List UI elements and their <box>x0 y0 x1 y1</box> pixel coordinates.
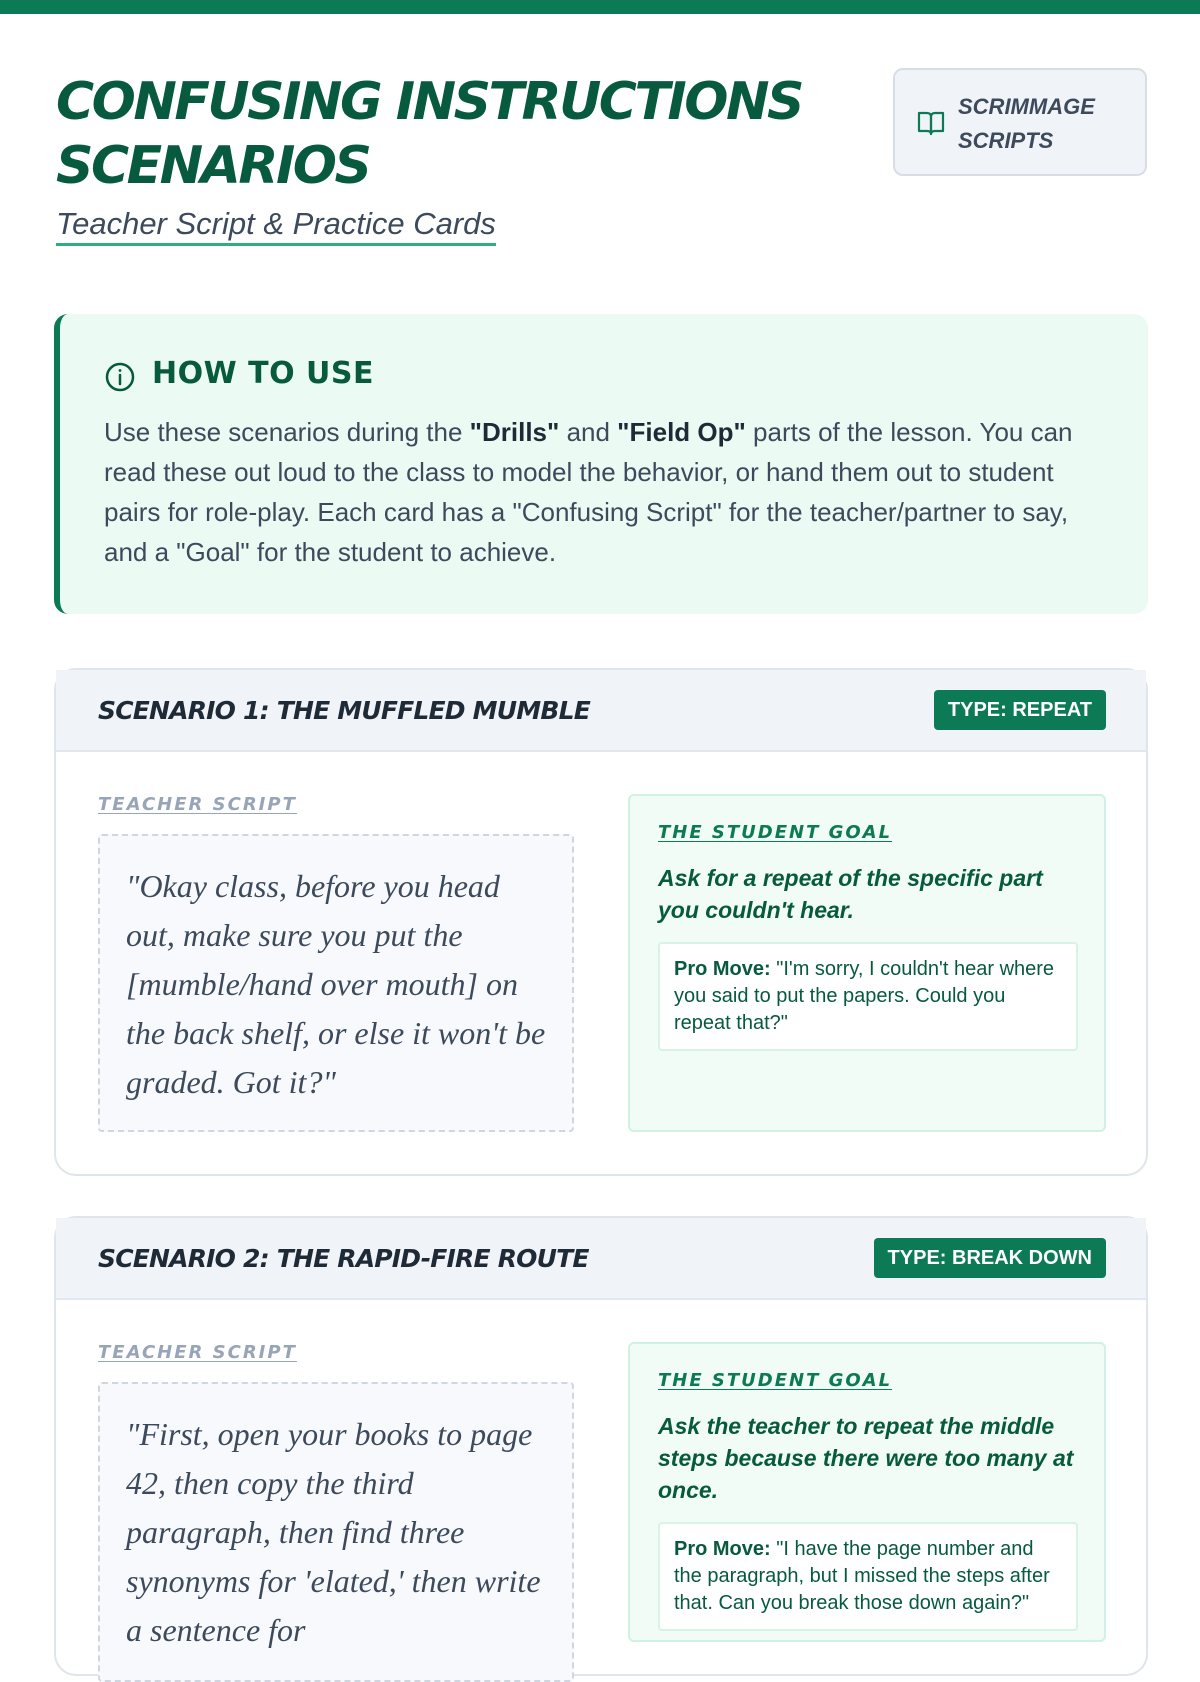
scenario-title: SCENARIO 2: THE RAPID-FIRE ROUTE <box>98 1244 589 1273</box>
info-icon <box>104 361 136 393</box>
scrimmage-scripts-badge <box>893 68 1147 176</box>
scenario-card <box>54 1216 1148 1676</box>
student-goal-box <box>628 1342 1106 1642</box>
pro-move-box: Pro Move: "I'm sorry, I couldn't hear where you said to put the papers. Could you repeat that?" <box>658 942 1078 1051</box>
student-goal-label: THE STUDENT GOAL <box>658 1370 893 1391</box>
scenario-title: SCENARIO 1: THE MUFFLED MUMBLE <box>98 696 590 725</box>
scenario-type-badge: TYPE: BREAK DOWN <box>874 1238 1106 1278</box>
scenario-type-badge: TYPE: REPEAT <box>934 690 1106 730</box>
scenario-card <box>54 668 1148 1176</box>
teacher-script-text: "First, open your books to page 42, then copy the third paragraph, then find three synonyms for 'elated,' then write a sentence for <box>126 1416 541 1648</box>
teacher-script-text: "Okay class, before you head out, make sure you put the [mumble/hand over mouth] on the back shelf, or else it won't be graded. Got it?" <box>126 868 546 1100</box>
page-subtitle: Teacher Script & Practice Cards <box>56 206 496 246</box>
teacher-script-box <box>98 834 574 1132</box>
page-title: CONFUSING INSTRUCTIONS SCENARIOS <box>56 72 802 196</box>
badge-label: SCRIMMAGE SCRIPTS <box>958 94 1095 153</box>
teacher-script-label: TEACHER SCRIPT <box>98 1342 297 1363</box>
how-to-use-panel <box>54 314 1148 614</box>
student-goal-label: THE STUDENT GOAL <box>658 822 893 843</box>
top-accent-bar <box>0 0 1200 14</box>
teacher-script-label: TEACHER SCRIPT <box>98 794 297 815</box>
student-goal-text: Ask the teacher to repeat the middle steps because there were too many at once. <box>658 1413 1074 1503</box>
student-goal-text: Ask for a repeat of the specific part you couldn't hear. <box>658 865 1043 923</box>
page-header <box>56 70 1146 250</box>
how-to-use-heading: HOW TO USE <box>152 356 375 391</box>
teacher-script-box <box>98 1382 574 1682</box>
how-to-use-text: Use these scenarios during the "Drills" and "Field Op" parts of the lesson. You can read these out loud to the class to model the behavior, or hand them out to student pairs for role-play. Each card has a "Confusing Script" for the teacher/partner to say, and a "Goal" for the student to achieve. <box>104 417 1073 567</box>
student-goal-box <box>628 794 1106 1132</box>
pro-move-box: Pro Move: "I have the page number and the paragraph, but I missed the steps after that. Can you break those down again?" <box>658 1522 1078 1631</box>
scenario-card-header <box>56 670 1146 752</box>
book-open-icon <box>917 110 945 136</box>
scenario-card-header <box>56 1218 1146 1300</box>
